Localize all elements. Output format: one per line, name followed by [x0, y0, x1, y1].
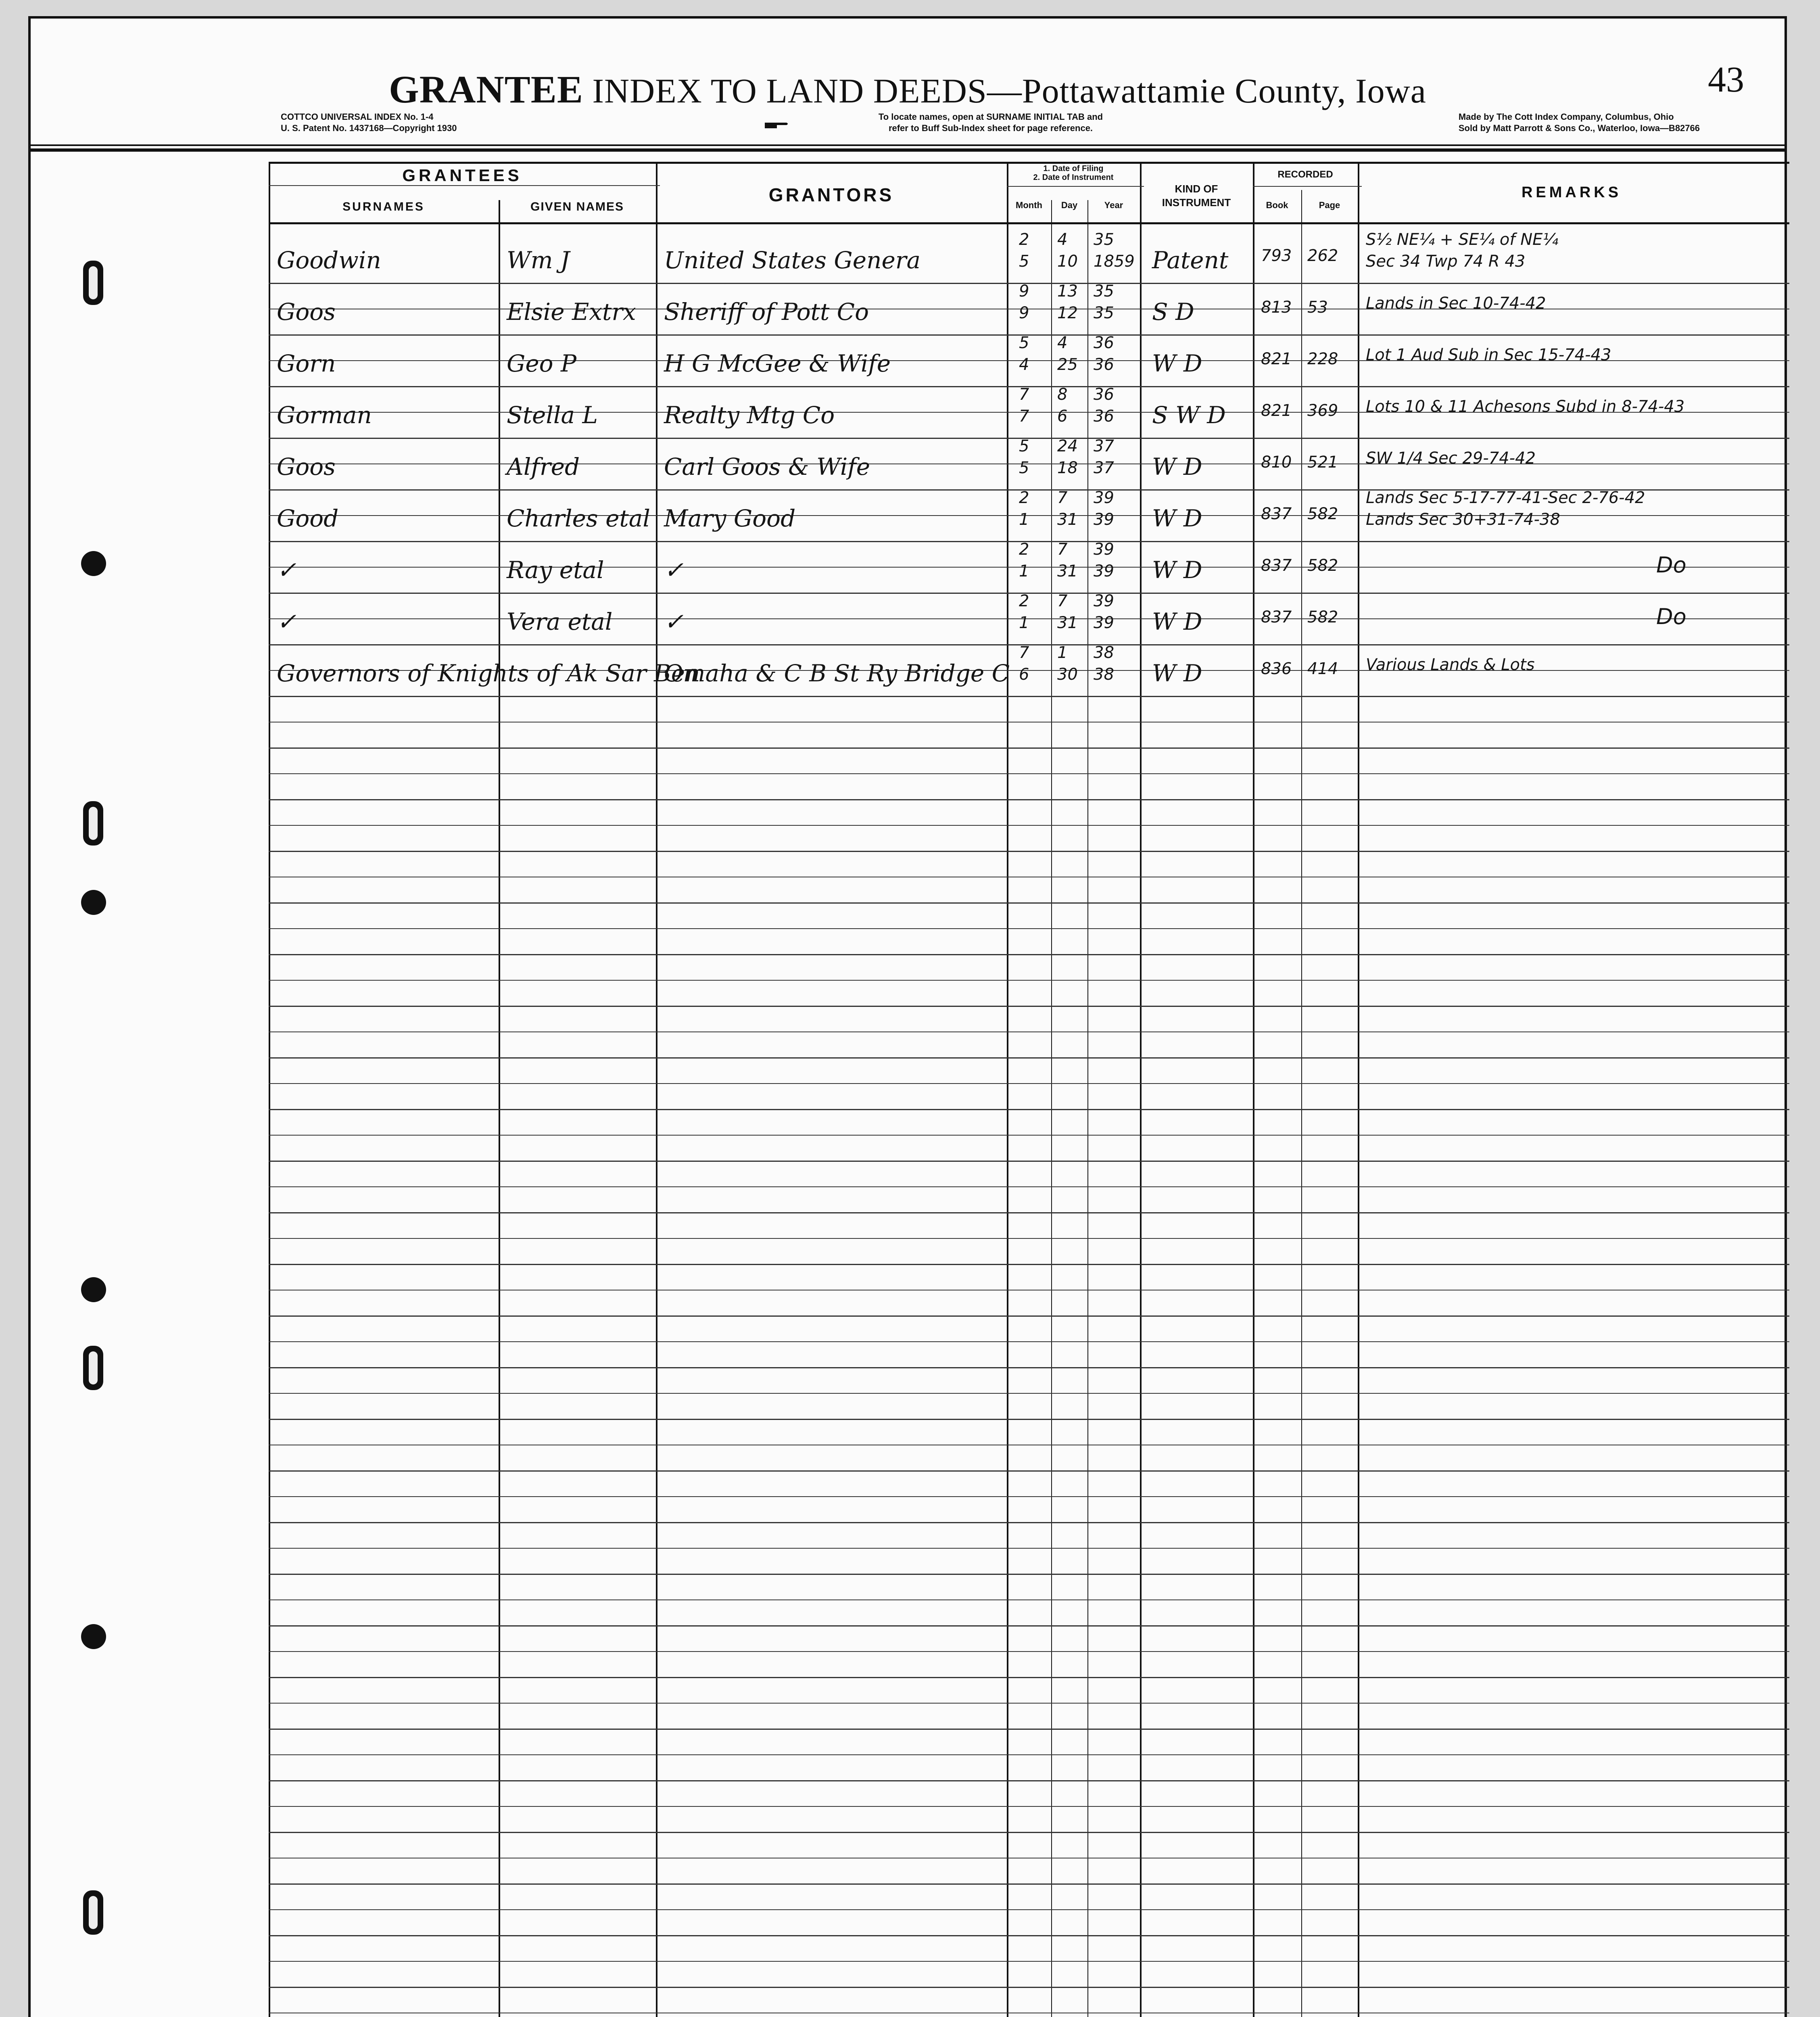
cell-page: 582 — [1307, 608, 1338, 626]
cell-m1: 9 — [1019, 282, 1029, 301]
header-top-line — [269, 162, 1789, 164]
header-kind-of-instrument: KIND OF INSTRUMENT — [1162, 183, 1231, 209]
header-day: Day — [1061, 200, 1078, 210]
cell-page: 228 — [1307, 350, 1338, 368]
cell-remarks1: Do — [1656, 552, 1686, 578]
cell-d2: 18 — [1057, 459, 1078, 477]
cell-book: 821 — [1261, 401, 1292, 420]
cell-y1: 35 — [1094, 282, 1114, 301]
index-patent-note — [281, 111, 457, 134]
cell-page: 262 — [1307, 246, 1338, 265]
cell-surname: Governors of Knights of Ak Sar Ben — [277, 660, 700, 687]
header-given-names: GIVEN NAMES — [530, 200, 624, 213]
cell-d1: 7 — [1057, 489, 1068, 507]
cell-m2: 1 — [1019, 510, 1029, 529]
cell-m1: 2 — [1019, 592, 1029, 610]
header-recorded: RECORDED — [1277, 169, 1333, 180]
cell-surname: Good — [277, 505, 339, 532]
ruled-line — [269, 1238, 1789, 1239]
cell-y1: 38 — [1094, 643, 1114, 662]
ruled-line — [269, 980, 1789, 981]
cell-y1: 39 — [1094, 540, 1114, 559]
ruled-line — [269, 1496, 1789, 1497]
cell-d1: 8 — [1057, 385, 1068, 404]
maker-line-2: Sold by Matt Parrott & Sons Co., Waterloo, Iowa—B82766 — [1458, 123, 1700, 133]
cell-page: 53 — [1307, 298, 1328, 317]
cell-d2: 31 — [1057, 510, 1078, 529]
binder-slot — [83, 1890, 103, 1935]
cell-d2: 30 — [1057, 665, 1078, 684]
ruled-line — [269, 773, 1789, 774]
cell-book: 837 — [1261, 556, 1292, 575]
col-line — [1140, 162, 1142, 2017]
binder-hole — [81, 1624, 106, 1649]
header-remarks: REMARKS — [1521, 184, 1622, 201]
header-surnames: SURNAMES — [342, 200, 425, 213]
col-line — [1785, 162, 1787, 2017]
header-book: Book — [1266, 200, 1288, 210]
ruled-line — [269, 1909, 1789, 1910]
ruled-line — [269, 1135, 1789, 1136]
header-page: Page — [1319, 200, 1340, 210]
cell-m1: 7 — [1019, 385, 1029, 404]
ruled-line — [269, 1625, 1789, 1627]
maker-note — [1459, 111, 1700, 134]
cell-page: 369 — [1307, 401, 1338, 420]
cell-y2: 35 — [1094, 304, 1114, 322]
cell-surname: Goodwin — [277, 246, 381, 274]
cell-surname: Goos — [277, 453, 336, 480]
header-year: Year — [1104, 200, 1123, 210]
cell-kind: W D — [1152, 453, 1202, 480]
ruled-line — [269, 1703, 1789, 1704]
cell-kind: W D — [1152, 505, 1202, 532]
cell-d2: 10 — [1057, 252, 1078, 271]
cell-m1: 2 — [1019, 230, 1029, 249]
cell-remarks1: S½ NE¼ + SE¼ of NE¼ — [1366, 230, 1559, 249]
cell-remarks1: Various Lands & Lots — [1366, 656, 1535, 674]
cell-d1: 13 — [1057, 282, 1078, 301]
maker-line-1: Made by The Cott Index Company, Columbus, Ohio — [1458, 112, 1674, 122]
cell-d1: 1 — [1057, 643, 1068, 662]
binder-hole — [81, 890, 106, 915]
header-grantors: GRANTORS — [768, 184, 894, 205]
binder-slot — [83, 801, 103, 846]
date-legend-2: 2. Date of Instrument — [1033, 173, 1114, 182]
locate-instructions — [749, 111, 1233, 134]
cell-kind: W D — [1152, 556, 1202, 584]
cell-grantor: Mary Good — [664, 505, 796, 532]
cell-d1: 4 — [1057, 334, 1068, 352]
ruled-line — [269, 748, 1789, 749]
ruled-line — [269, 1883, 1789, 1885]
ruled-line — [269, 696, 1789, 697]
ruled-line — [269, 1961, 1789, 1962]
ruled-line — [269, 902, 1789, 904]
cell-m2: 1 — [1019, 562, 1029, 580]
cell-page: 582 — [1307, 505, 1338, 523]
cell-grantor: Carl Goos & Wife — [664, 453, 870, 480]
cell-grantor: Omaha & C B St Ry Bridge C — [664, 660, 1010, 687]
ruled-line — [269, 1470, 1789, 1472]
cell-given: Alfred — [507, 453, 580, 480]
cell-grantor: ✓ — [664, 556, 684, 584]
cell-d1: 4 — [1057, 230, 1068, 249]
cell-given: Stella L — [507, 401, 598, 429]
col-line — [1051, 200, 1052, 2017]
cell-y1: 36 — [1094, 385, 1114, 404]
cell-d2: 31 — [1057, 614, 1078, 632]
header-bottom-line — [269, 222, 1789, 224]
cell-m2: 4 — [1019, 355, 1029, 374]
ruled-line — [269, 1083, 1789, 1084]
cell-m2: 5 — [1019, 252, 1029, 271]
binder-hole — [81, 1277, 106, 1302]
cell-y1: 39 — [1094, 592, 1114, 610]
col-line — [656, 162, 657, 2017]
patent-line-2: U. S. Patent No. 1437168—Copyright 1930 — [281, 123, 457, 133]
cell-given: Charles etal — [507, 505, 650, 532]
cell-y2: 36 — [1094, 355, 1114, 374]
cell-y1: 37 — [1094, 437, 1114, 455]
cell-d1: 24 — [1057, 437, 1078, 455]
cell-surname: Gorman — [277, 401, 372, 429]
cell-m2: 6 — [1019, 665, 1029, 684]
cell-grantor: H G McGee & Wife — [664, 350, 891, 377]
ruled-line — [269, 1341, 1789, 1342]
cell-remarks2: Lands Sec 30+31-74-38 — [1366, 510, 1560, 529]
title-bold: GRANTEE — [389, 68, 583, 111]
ruled-line — [269, 1161, 1789, 1162]
col-line — [1087, 200, 1088, 2017]
cell-remarks1: Do — [1656, 604, 1686, 629]
cell-grantor: Realty Mtg Co — [664, 401, 835, 429]
cell-remarks1: Lots 10 & 11 Achesons Subd in 8-74-43 — [1366, 397, 1685, 416]
cell-book: 810 — [1261, 453, 1292, 472]
col-line — [499, 200, 500, 2017]
col-line — [1358, 162, 1359, 2017]
ruled-line — [269, 1651, 1789, 1652]
cell-m1: 2 — [1019, 540, 1029, 559]
title-rest: INDEX TO LAND DEEDS—Pottawattamie County, Iowa — [592, 71, 1426, 110]
cell-d2: 6 — [1057, 407, 1068, 426]
col-line — [1253, 162, 1254, 2017]
cell-y2: 39 — [1094, 614, 1114, 632]
ledger-table — [269, 162, 1789, 2017]
instructions-line-1: To locate names, open at SURNAME INITIAL TAB and — [878, 112, 1103, 122]
cell-surname: ✓ — [277, 608, 296, 635]
binder-hole — [81, 551, 106, 576]
ruled-line — [269, 1315, 1789, 1317]
cell-book: 837 — [1261, 608, 1292, 626]
ruled-line — [269, 1832, 1789, 1833]
cell-kind: W D — [1152, 660, 1202, 687]
cell-book: 813 — [1261, 298, 1292, 317]
ruled-line — [269, 825, 1789, 826]
cell-kind: S W D — [1152, 401, 1226, 429]
cell-d2: 12 — [1057, 304, 1078, 322]
date-legend-1: 1. Date of Filing — [1043, 164, 1104, 173]
ruled-line — [269, 954, 1789, 955]
ruled-line — [269, 1006, 1789, 1007]
cell-m1: 7 — [1019, 643, 1029, 662]
cell-d1: 7 — [1057, 592, 1068, 610]
cell-y2: 37 — [1094, 459, 1114, 477]
cell-y2: 39 — [1094, 562, 1114, 580]
cell-book: 837 — [1261, 505, 1292, 523]
ruled-line — [269, 851, 1789, 852]
binder-slot — [83, 1346, 103, 1390]
cell-surname: Goos — [277, 298, 336, 326]
cell-grantor: United States Genera — [664, 246, 921, 274]
ruled-line — [269, 928, 1789, 929]
ruled-line — [269, 1367, 1789, 1368]
cell-y2: 39 — [1094, 510, 1114, 529]
cell-given: Vera etal — [507, 608, 613, 635]
ruled-line — [269, 1935, 1789, 1936]
cell-remarks1: Lands in Sec 10-74-42 — [1366, 294, 1546, 313]
cell-given: Wm J — [507, 246, 570, 274]
ruled-line — [269, 1599, 1789, 1600]
cell-page: 582 — [1307, 556, 1338, 575]
ruled-line — [269, 1186, 1789, 1187]
cell-m2: 7 — [1019, 407, 1029, 426]
ruled-line — [269, 1057, 1789, 1059]
ruled-line — [269, 1419, 1789, 1420]
cell-y1: 39 — [1094, 489, 1114, 507]
cell-m1: 5 — [1019, 437, 1029, 455]
cell-y2: 1859 — [1094, 252, 1135, 271]
recorded-divider — [1253, 186, 1362, 187]
col-line — [1007, 162, 1008, 2017]
cell-y2: 36 — [1094, 407, 1114, 426]
cell-m2: 5 — [1019, 459, 1029, 477]
date-divider — [1007, 186, 1144, 187]
cell-d2: 31 — [1057, 562, 1078, 580]
ruled-line — [269, 1522, 1789, 1523]
cell-y1: 35 — [1094, 230, 1114, 249]
cell-book: 821 — [1261, 350, 1292, 368]
cell-d1: 7 — [1057, 540, 1068, 559]
cell-grantor: ✓ — [664, 608, 684, 635]
cell-y1: 36 — [1094, 334, 1114, 352]
cell-y2: 38 — [1094, 665, 1114, 684]
header-date-legend — [1007, 164, 1140, 182]
cell-m1: 2 — [1019, 489, 1029, 507]
cell-given: Geo P — [507, 350, 577, 377]
instructions-line-2: refer to Buff Sub-Index sheet for page reference. — [888, 123, 1093, 133]
cell-kind: W D — [1152, 608, 1202, 635]
cell-m1: 5 — [1019, 334, 1029, 352]
ruled-line — [269, 799, 1789, 800]
cell-grantor: Sheriff of Pott Co — [664, 298, 869, 326]
cell-book: 793 — [1261, 246, 1292, 265]
page-title — [31, 67, 1785, 112]
ruled-line — [269, 1109, 1789, 1110]
cell-remarks1: SW 1/4 Sec 29-74-42 — [1366, 449, 1536, 468]
page-number: 43 — [1708, 60, 1744, 100]
ruled-line — [269, 1031, 1789, 1032]
patent-line-1: COTTCO UNIVERSAL INDEX No. 1-4 — [281, 112, 434, 122]
cell-surname: Gorn — [277, 350, 336, 377]
ruled-line — [269, 1729, 1789, 1730]
ruled-line — [269, 1677, 1789, 1678]
header-rule-top — [31, 144, 1785, 146]
ledger-page — [28, 16, 1787, 2017]
cell-kind: Patent — [1152, 246, 1229, 274]
cell-page: 521 — [1307, 453, 1338, 472]
ruled-line — [269, 1393, 1789, 1394]
cell-remarks1: Lot 1 Aud Sub in Sec 15-74-43 — [1366, 346, 1611, 364]
cell-m2: 1 — [1019, 614, 1029, 632]
cell-surname: ✓ — [277, 556, 296, 584]
ruled-line — [269, 1780, 1789, 1781]
ruled-line — [269, 1212, 1789, 1213]
header-month: Month — [1016, 200, 1042, 210]
cell-remarks1: Lands Sec 5-17-77-41-Sec 2-76-42 — [1366, 489, 1645, 507]
ruled-line — [269, 1806, 1789, 1807]
cell-remarks2: Sec 34 Twp 74 R 43 — [1366, 252, 1526, 271]
cell-d2: 25 — [1057, 355, 1078, 374]
ruled-line — [269, 1987, 1789, 1988]
cell-given: Ray etal — [507, 556, 604, 584]
cell-book: 836 — [1261, 660, 1292, 678]
cell-m2: 9 — [1019, 304, 1029, 322]
ruled-line — [269, 1754, 1789, 1755]
ruled-line — [269, 1574, 1789, 1575]
binder-slot — [83, 261, 103, 305]
header-rule-bottom — [31, 148, 1785, 152]
ruled-line — [269, 1264, 1789, 1265]
cell-kind: W D — [1152, 350, 1202, 377]
header-grantees: GRANTEES — [402, 166, 522, 185]
cell-kind: S D — [1152, 298, 1194, 326]
col-line — [269, 162, 270, 2017]
cell-page: 414 — [1307, 660, 1338, 678]
ruled-line — [269, 1548, 1789, 1549]
cell-given: Elsie Extrx — [507, 298, 636, 326]
grantees-divider — [269, 185, 660, 186]
